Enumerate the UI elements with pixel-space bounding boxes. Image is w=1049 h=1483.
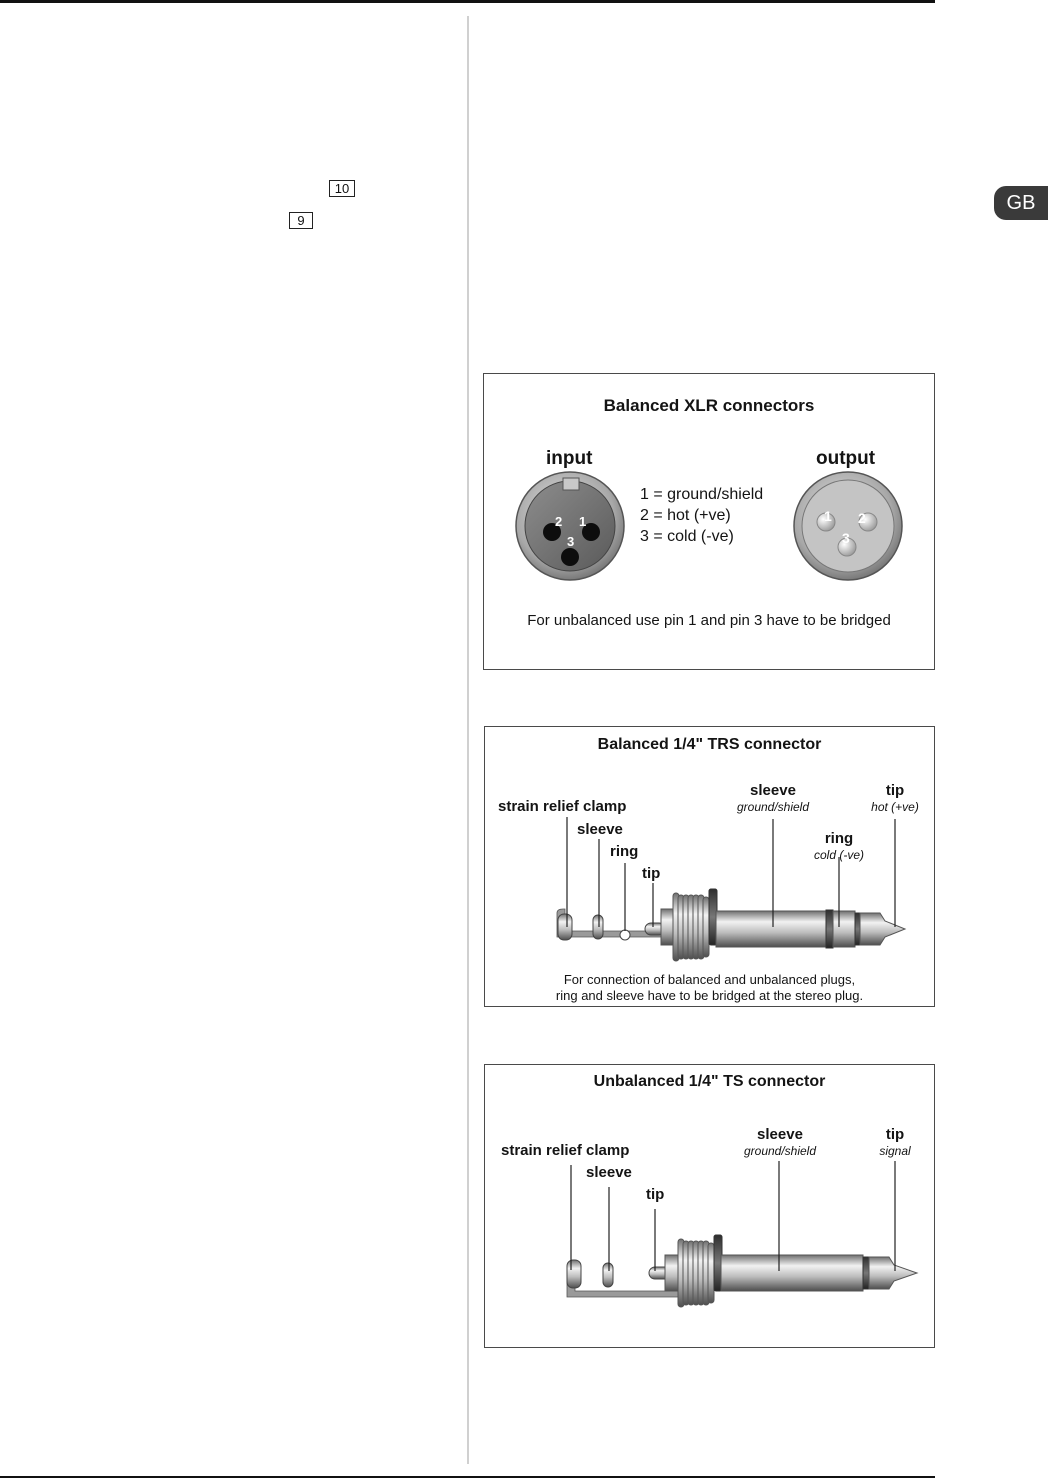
- trs-plug-sleeve-sub: ground/shield: [736, 800, 810, 814]
- language-badge: GB: [994, 186, 1048, 220]
- trs-sleeve-label: sleeve: [577, 821, 623, 838]
- ts-plug: [567, 1235, 917, 1307]
- trs-note-line-2: ring and sleeve have to be bridged at the stereo plug.: [555, 988, 864, 1003]
- ts-tip-label: tip: [646, 1186, 665, 1203]
- trs-plug-sleeve-label: sleeve: [750, 782, 796, 799]
- ref-number-9: 9: [289, 212, 313, 229]
- xlr-legend-pin-2: 2 = hot (+ve): [640, 507, 731, 524]
- ts-connector-panel: [484, 1064, 935, 1348]
- trs-plug-ring-label: ring: [824, 830, 854, 847]
- ref-number-10: 10: [329, 180, 355, 197]
- trs-strain-relief-label: strain relief clamp: [498, 798, 627, 815]
- xlr-output-pin-2-label: 2: [858, 510, 866, 526]
- trs-plug-ring-sub: cold (-ve): [813, 848, 864, 862]
- xlr-output-pin-1-label: 1: [824, 508, 832, 524]
- trs-plug-tip-label: tip: [885, 782, 905, 799]
- xlr-output-label: output: [816, 448, 876, 469]
- ts-plug-tip-label: tip: [885, 1126, 905, 1143]
- xlr-legend-pin-1: 1 = ground/shield: [640, 486, 764, 503]
- trs-connector-panel: [484, 726, 935, 1007]
- trs-tip-label: tip: [642, 865, 661, 882]
- column-divider: [467, 16, 469, 1464]
- ts-plug-sleeve-sub: ground/shield: [743, 1144, 817, 1158]
- xlr-title: Balanced XLR connectors: [603, 396, 815, 415]
- ts-illustration: [485, 1065, 934, 1347]
- xlr-connector-panel: [483, 373, 935, 670]
- trs-plug-tip-sub: hot (+ve): [871, 800, 919, 814]
- xlr-input-label: input: [546, 448, 593, 469]
- top-rule: [0, 0, 935, 3]
- ts-plug-tip-sub: signal: [879, 1144, 911, 1158]
- xlr-output-plug: [794, 472, 902, 580]
- trs-note-line-1: For connection of balanced and unbalanced plugs,: [563, 972, 856, 987]
- xlr-input-pin-2-label: 2: [555, 514, 563, 529]
- ts-sleeve-label: sleeve: [586, 1164, 632, 1181]
- xlr-legend-pin-3: 3 = cold (-ve): [640, 528, 734, 545]
- bottom-rule: [0, 1476, 935, 1478]
- xlr-input-pin-1-label: 1: [579, 514, 587, 529]
- ts-strain-relief-label: strain relief clamp: [501, 1142, 630, 1159]
- xlr-input-pin-3-label: 3: [567, 534, 575, 549]
- xlr-output-pin-3-label: 3: [842, 530, 850, 546]
- ts-title: Unbalanced 1/4" TS connector: [593, 1073, 826, 1090]
- trs-illustration: [485, 727, 934, 1006]
- trs-ring-label: ring: [610, 843, 639, 860]
- xlr-input-pin-3: [561, 548, 579, 566]
- trs-title: Balanced 1/4" TRS connector: [597, 736, 822, 753]
- xlr-unbalanced-note: For unbalanced use pin 1 and pin 3 have to be bridged: [527, 612, 891, 629]
- trs-plug: [557, 889, 905, 961]
- ts-plug-sleeve-label: sleeve: [757, 1126, 803, 1143]
- xlr-input-socket: [516, 472, 624, 580]
